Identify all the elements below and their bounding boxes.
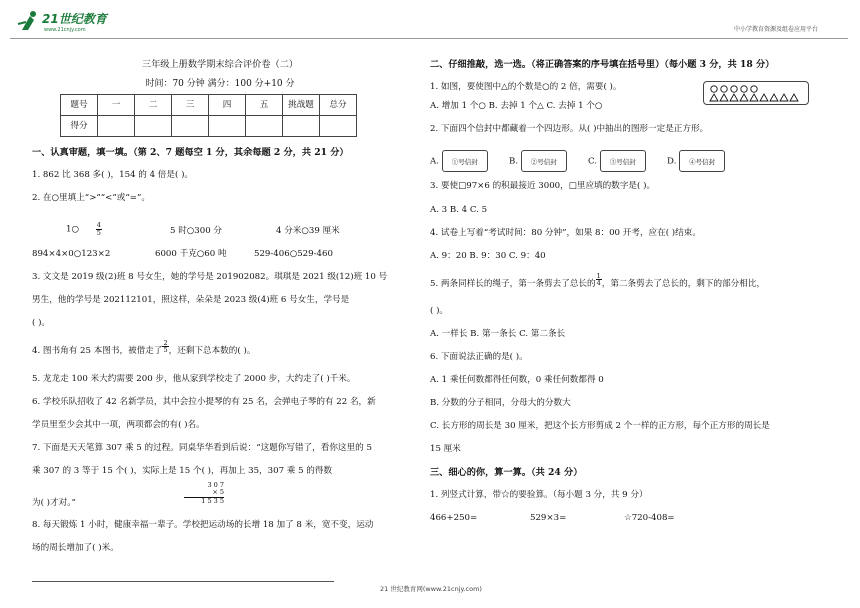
question-1-4-text-a: 4. 图书角有 25 本图书，被借走了	[32, 346, 163, 356]
vertical-line-1: 3 0 7	[207, 481, 224, 489]
question-2-3: 3. 要使□97×6 的积最接近 3000，□里应填的数字是( )。	[430, 181, 656, 191]
fraction-four-fifths	[96, 222, 102, 236]
question-2-4: 4. 试卷上写着“考试时间：80 分钟”，如果 8：00 开考，应在( )结束。	[430, 228, 701, 238]
compare-3: 4 分米○39 厘米	[276, 226, 340, 236]
option-label: B.	[509, 156, 519, 167]
option-label: C.	[588, 156, 598, 167]
question-1-7-line-2: 乘 307 的 3 等于 15 个( )，实际上是 15 个( )，再加上 35，307 乘 5 的得数	[32, 466, 333, 476]
header-rule	[10, 38, 848, 39]
score-cell: 总分	[320, 95, 357, 116]
question-2-6: 6. 下面说法正确的是( )。	[430, 352, 528, 362]
compare-1-left: 1○	[66, 224, 79, 235]
score-cell: 题号	[61, 95, 98, 116]
fraction-numerator: 2	[163, 338, 168, 347]
vertical-multiplication	[184, 482, 224, 505]
score-cell: 五	[246, 95, 283, 116]
envelope-4-icon	[679, 150, 725, 172]
question-2-5-text-b: ，第二条剪去了总长的，剩下的部分相比，	[601, 279, 766, 289]
envelope-option-a[interactable]	[430, 150, 488, 172]
shapes-figure	[703, 81, 809, 105]
score-input-cell[interactable]	[320, 116, 357, 137]
envelope-option-b[interactable]	[509, 150, 567, 172]
question-1-2: 2. 在○里填上“>”“<”或“=”。	[32, 193, 150, 203]
section-3-heading: 三、细心的你，算一算。（共 24 分）	[430, 467, 583, 478]
question-2-5-text-a: 5. 两条同样长的绳子，第一条剪去了总长的	[430, 279, 596, 289]
fraction-numerator: 4	[96, 221, 101, 229]
compare-6: 529-406○529-460	[254, 249, 333, 259]
envelope-option-c[interactable]	[588, 150, 646, 172]
footer-text[interactable]: 21 世纪教育网(www.21cnjy.com)	[380, 585, 482, 593]
calc-1: 466+250=	[430, 513, 478, 523]
score-cell: 四	[209, 95, 246, 116]
score-input-cell[interactable]	[172, 116, 209, 137]
question-2-1: 1. 如图，要使图中△的个数是○的 2 倍，需要( )。	[430, 82, 622, 92]
envelope-label: ③号信封	[609, 158, 636, 166]
envelope-2-icon	[521, 150, 567, 172]
vertical-line-3: 1 5 3 5	[201, 496, 224, 505]
question-2-6-option-c-line-1: C. 长方形的周长是 30 厘米，把这个长方形剪成 2 个一样的正方形，每个正方形的周长是	[430, 421, 770, 431]
logo-subtext: www.21cnjy.com	[44, 27, 86, 33]
question-1-6-line-1: 6. 学校乐队招收了 42 名新学员，其中会拉小提琴的有 25 名，会弹电子琴的有 22 名，新	[32, 397, 376, 407]
fraction-denominator: 4	[596, 279, 601, 287]
exam-title: 三年级上册数学期末综合评价卷（二）	[141, 59, 299, 70]
score-input-cell[interactable]	[209, 116, 246, 137]
question-1-1: 1. 862 比 368 多( )，154 的 4 倍是( )。	[32, 170, 194, 180]
question-1-6-line-2: 学员里至少会其中一项，两项都会的有( )名。	[32, 420, 205, 430]
calc-3: ☆720-408=	[624, 513, 675, 523]
fraction-denominator: 5	[163, 346, 168, 354]
question-1-7-line-1: 7. 下面是天天笔算 307 乘 5 的过程。同桌华华看到后说：“这题你写错了，看你这里的 5	[32, 443, 372, 453]
score-cell: 得分	[61, 116, 98, 137]
score-cell: 挑战题	[283, 95, 320, 116]
score-table-score-row	[61, 116, 357, 137]
question-1-3-line-3: ( )。	[32, 318, 51, 328]
envelope-3-icon	[600, 150, 646, 172]
question-1-4-text-b: ，还剩下总本数的( )。	[168, 346, 256, 356]
question-2-4-options: A. 9：20 B. 9：30 C. 9：40	[430, 251, 546, 261]
platform-label: 中小学教育资源及组卷应用平台	[733, 26, 818, 33]
question-2-5-blank: ( )。	[430, 306, 449, 316]
footer-rule	[32, 581, 334, 582]
envelope-label: ②号信封	[530, 158, 557, 166]
triangles-circles-icon	[704, 82, 808, 104]
score-table-header-row	[61, 95, 357, 116]
compare-4: 894×4×0○123×2	[32, 249, 111, 259]
vertical-line-2: × 5	[184, 489, 224, 497]
question-2-2: 2. 下面四个信封中都藏着一个四边形。从( )中抽出的图形一定是正方形。	[430, 124, 709, 134]
question-3-1: 1. 列竖式计算，带☆的要验算。（每小题 3 分，共 9 分）	[430, 490, 648, 500]
section-1-heading: 一、认真审题，填一填。（第 2、7 题每空 1 分，其余每题 2 分，共 21 分）	[32, 147, 349, 158]
option-label: A.	[430, 156, 439, 167]
score-table	[60, 94, 357, 137]
envelope-label: ①号信封	[451, 158, 478, 166]
question-2-6-option-c-line-2: 15 厘米	[430, 444, 461, 454]
question-1-4	[32, 338, 256, 356]
question-2-5-options: A. 一样长 B. 第一条长 C. 第二条长	[430, 329, 566, 339]
option-label: D.	[667, 156, 677, 167]
question-1-3-line-2: 男生，他的学号是 202112101，照这样，朵朵是 2023 级(4)班 6 号女生，学号是	[32, 295, 350, 305]
score-input-cell[interactable]	[135, 116, 172, 137]
question-2-3-options: A. 3 B. 4 C. 5	[430, 205, 488, 215]
question-1-5: 5. 龙龙走 100 米大约需要 200 步，他从家到学校走了 2000 步，大约走了( )千米。	[32, 374, 356, 384]
score-cell: 一	[98, 95, 135, 116]
score-input-cell[interactable]	[246, 116, 283, 137]
score-cell: 二	[135, 95, 172, 116]
question-1-3-line-1: 3. 文文是 2019 级(2)班 8 号女生，她的学号是 201902082。琪琪是 2021 级(12)班 10 号	[32, 272, 388, 282]
compare-2: 5 时○300 分	[170, 226, 223, 236]
calc-2: 529×3=	[530, 513, 567, 523]
exam-subtitle: 时间：70 分钟 满分：100 分+10 分	[145, 79, 295, 89]
compare-1	[66, 222, 102, 236]
logo	[16, 8, 126, 36]
fraction-numerator: 1	[596, 271, 601, 280]
score-input-cell[interactable]	[98, 116, 135, 137]
envelope-1-icon	[442, 150, 488, 172]
score-input-cell[interactable]	[283, 116, 320, 137]
question-2-5	[430, 271, 766, 289]
score-cell: 三	[172, 95, 209, 116]
question-1-7-line-3: 为( )才对。”	[32, 498, 76, 508]
question-2-6-option-b: B. 分数的分子相同，分母大的分数大	[430, 398, 571, 408]
question-2-6-option-a: A. 1 乘任何数都得任何数，0 乘任何数都得 0	[430, 375, 604, 385]
section-2-heading: 二、仔细推敲，选一选。（将正确答案的序号填在括号里）（每小题 3 分，共 18 分）	[430, 59, 775, 70]
question-1-8-line-1: 8. 每天锻炼 1 小时，健康幸福一辈子。学校把运动场的长增 18 加了 8 米，宽不变，运动	[32, 520, 374, 530]
logo-text: 21世纪教育	[42, 12, 107, 26]
envelope-label: ④号信封	[689, 158, 716, 166]
fraction-denominator: 5	[96, 228, 101, 237]
question-2-1-options: A. 增加 1 个○ B. 去掉 1 个△ C. 去掉 1 个○	[430, 101, 603, 111]
envelope-option-d[interactable]	[667, 150, 725, 172]
compare-5: 6000 千克○60 吨	[155, 249, 227, 259]
question-1-8-line-2: 场的周长增加了( )米。	[32, 543, 119, 553]
